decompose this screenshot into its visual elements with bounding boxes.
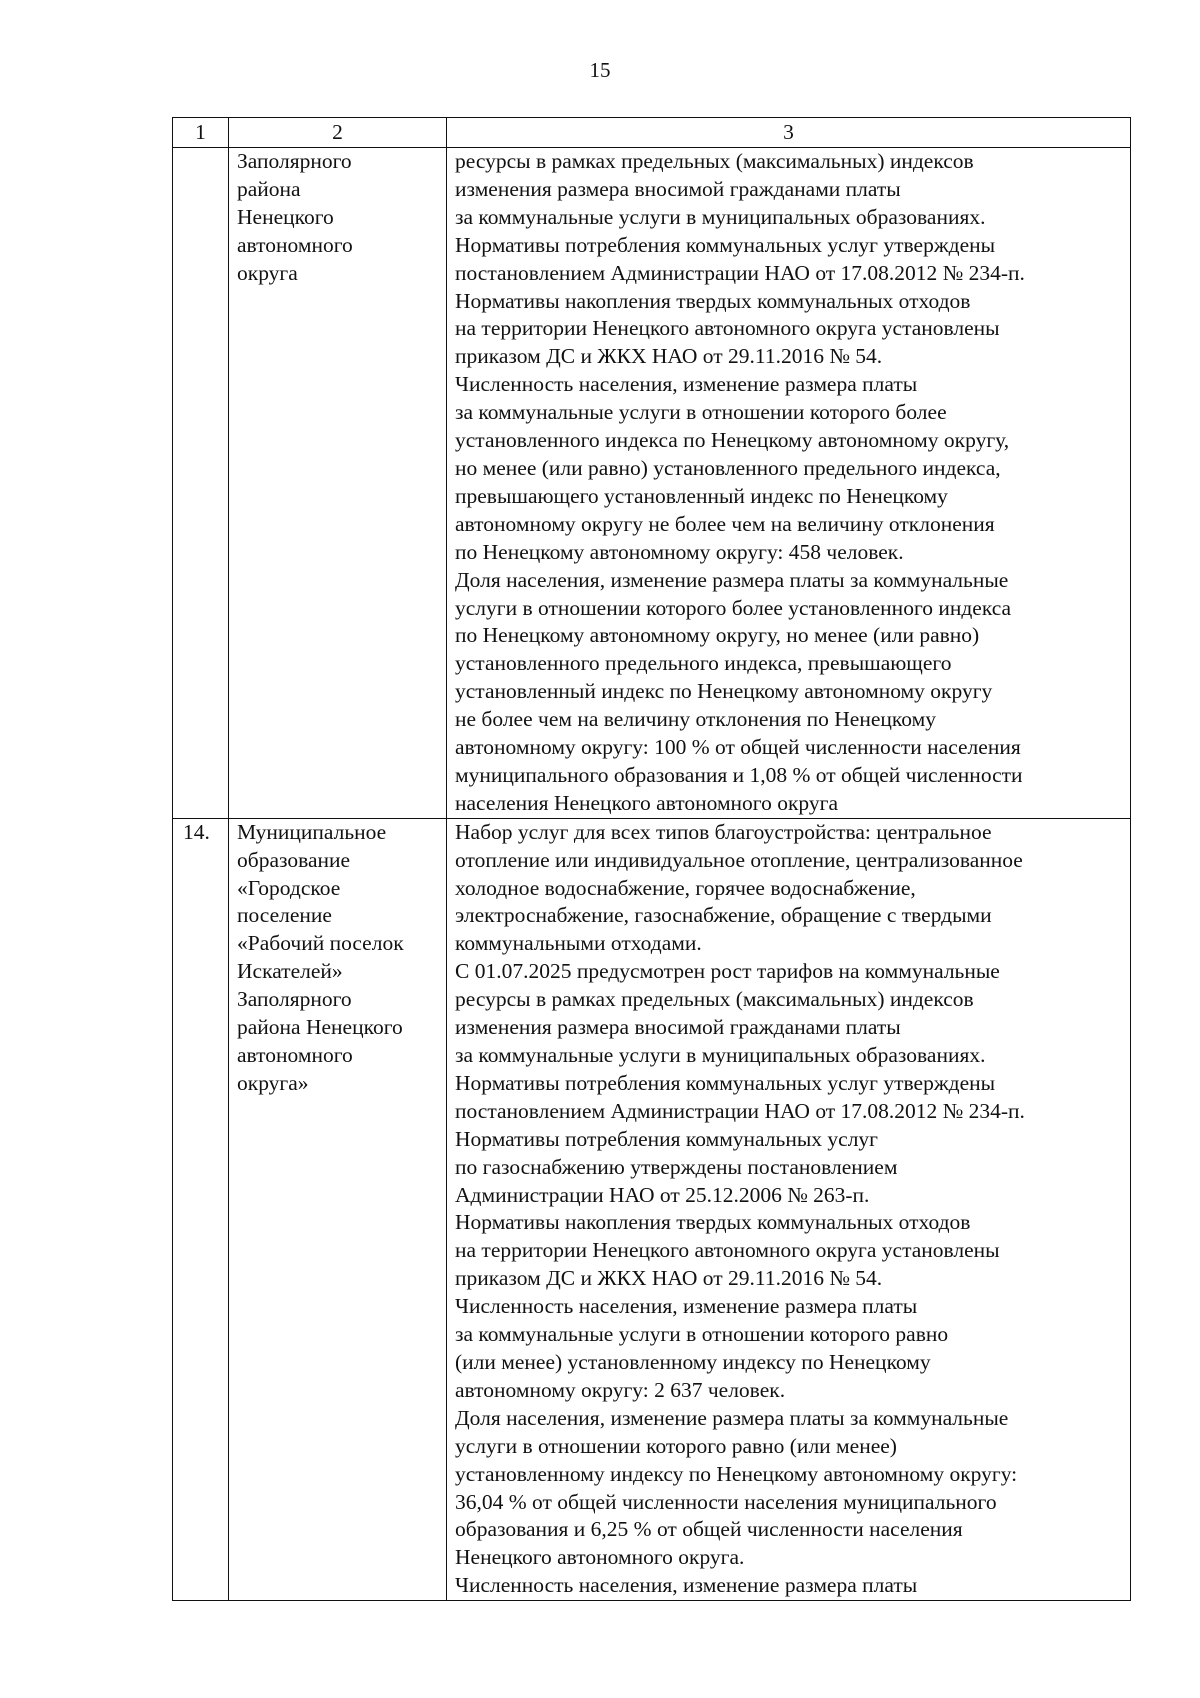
description-line: Численность населения, изменение размера платы — [455, 1573, 918, 1598]
description-cell — [447, 148, 1131, 819]
description-line: Нормативы потребления коммунальных услуг утверждены — [455, 232, 996, 257]
description-line: на территории Ненецкого автономного округа установлены — [455, 316, 1000, 341]
description-line: превышающего установленный индекс по Ненецкому — [455, 483, 948, 508]
description-line: образования и 6,25 % от общей численности населения — [455, 1517, 963, 1542]
tariff-table — [172, 117, 1131, 1601]
municipality-line: района Ненецкого — [237, 1015, 403, 1040]
municipality-line: поселение — [237, 903, 332, 928]
description-line: приказом ДС и ЖКХ НАО от 29.11.2016 № 54. — [455, 1266, 883, 1291]
row-number-cell — [173, 818, 229, 1600]
description-line: установленный индекс по Ненецкому автономному округу — [455, 679, 993, 704]
municipality-line: Искателей» — [237, 959, 343, 984]
description-line: Нормативы накопления твердых коммунальных отходов — [455, 288, 971, 313]
description-line: за коммунальные услуги в муниципальных образованиях. — [455, 1043, 986, 1067]
description-line: Численность населения, изменение размера платы — [455, 1294, 918, 1319]
description-line: Набор услуг для всех типов благоустройства: центральное — [455, 819, 992, 844]
municipality-line: «Городское — [237, 875, 341, 900]
description-line: Доля населения, изменение размера платы за коммунальные — [455, 567, 1009, 592]
row-number-cell — [173, 148, 229, 819]
description-line: автономному округу: 100 % от общей численности населения — [455, 735, 1021, 760]
description-line: (или менее) установленному индексу по Ненецкому — [455, 1349, 931, 1374]
description-line: населения Ненецкого автономного округа — [455, 790, 838, 815]
description-line: холодное водоснабжение, горячее водоснабжение, — [455, 875, 916, 900]
municipality-line: Ненецкого — [237, 204, 334, 229]
description-line: установленному индексу по Ненецкому автономному округу: — [455, 1461, 1018, 1486]
municipality-cell — [229, 148, 447, 819]
header-cell-3: 3 — [447, 118, 1131, 148]
table-row — [173, 818, 1131, 1600]
description-line: за коммунальные услуги в муниципальных образованиях. — [455, 204, 986, 229]
description-line: электроснабжение, газоснабжение, обращение с твердыми — [455, 903, 992, 928]
description-line: приказом ДС и ЖКХ НАО от 29.11.2016 № 54. — [455, 344, 883, 369]
description-line: Численность населения, изменение размера платы — [455, 372, 918, 397]
description-line: автономному округу не более чем на величину отклонения — [455, 511, 995, 536]
table-header-row — [173, 118, 1131, 148]
page-number: 15 — [589, 58, 611, 82]
description-line: ресурсы в рамках предельных (максимальных) индексов — [455, 987, 974, 1012]
description-line: Ненецкого автономного округа. — [455, 1545, 745, 1570]
description-line: по газоснабжению утверждены постановлением — [455, 1154, 898, 1179]
description-line: услуги в отношении которого равно (или менее) — [455, 1433, 897, 1458]
municipality-line: Муниципальное — [237, 819, 387, 844]
description-line: за коммунальные услуги в отношении которого равно — [455, 1322, 949, 1347]
municipality-line: образование — [237, 847, 351, 872]
description-line: изменения размера вносимой гражданами платы — [455, 1015, 901, 1040]
description-line: Нормативы накопления твердых коммунальных отходов — [455, 1210, 971, 1235]
description-line: Доля населения, изменение размера платы за коммунальные — [455, 1405, 1009, 1430]
description-line: Администрации НАО от 25.12.2006 № 263-п. — [455, 1182, 870, 1207]
description-line: постановлением Администрации НАО от 17.08.2012 № 234-п. — [455, 260, 1025, 285]
description-cell — [447, 818, 1131, 1600]
description-line: по Ненецкому автономному округу, но менее (или равно) — [455, 623, 980, 648]
municipality-line: округа» — [237, 1070, 309, 1095]
municipality-line: Заполярного — [237, 987, 352, 1012]
description-line: автономному округу: 2 637 человек. — [455, 1377, 786, 1402]
description-line: Нормативы потребления коммунальных услуг утверждены — [455, 1070, 996, 1095]
description-line: по Ненецкому автономному округу: 458 человек. — [455, 539, 904, 564]
municipality-cell — [229, 818, 447, 1600]
municipality-line: «Рабочий поселок — [237, 931, 404, 956]
description-line: не более чем на величину отклонения по Ненецкому — [455, 707, 936, 732]
description-line: ресурсы в рамках предельных (максимальных) индексов — [455, 149, 974, 173]
description-line: услуги в отношении которого более установленного индекса — [455, 595, 1012, 620]
municipality-line: автономного — [237, 232, 353, 257]
municipality-line: автономного — [237, 1043, 353, 1067]
description-line: установленного индекса по Ненецкому автономному округу, — [455, 428, 1010, 453]
description-line: за коммунальные услуги в отношении которого более — [455, 400, 947, 425]
description-line: постановлением Администрации НАО от 17.08.2012 № 234-п. — [455, 1098, 1025, 1123]
description-line: коммунальными отходами. — [455, 931, 702, 956]
municipality-line: района — [237, 176, 301, 201]
description-line: Нормативы потребления коммунальных услуг — [455, 1126, 878, 1151]
description-line: на территории Ненецкого автономного округа установлены — [455, 1238, 1000, 1263]
table-row — [173, 148, 1131, 819]
municipality-line: округа — [237, 260, 298, 285]
description-line: установленного предельного индекса, превышающего — [455, 651, 952, 676]
description-line: изменения размера вносимой гражданами платы — [455, 176, 901, 201]
description-line: С 01.07.2025 предусмотрен рост тарифов на коммунальные — [455, 959, 1000, 984]
header-cell-2: 2 — [229, 118, 447, 148]
description-line: муниципального образования и 1,08 % от общей численности — [455, 762, 1023, 787]
description-line: отопление или индивидуальное отопление, централизованное — [455, 847, 1023, 872]
description-line: но менее (или равно) установленного предельного индекса, — [455, 455, 1001, 480]
row-number: 14. — [183, 819, 210, 844]
description-line: 36,04 % от общей численности населения муниципального — [455, 1489, 997, 1514]
municipality-line: Заполярного — [237, 149, 352, 173]
header-cell-1: 1 — [173, 118, 229, 148]
